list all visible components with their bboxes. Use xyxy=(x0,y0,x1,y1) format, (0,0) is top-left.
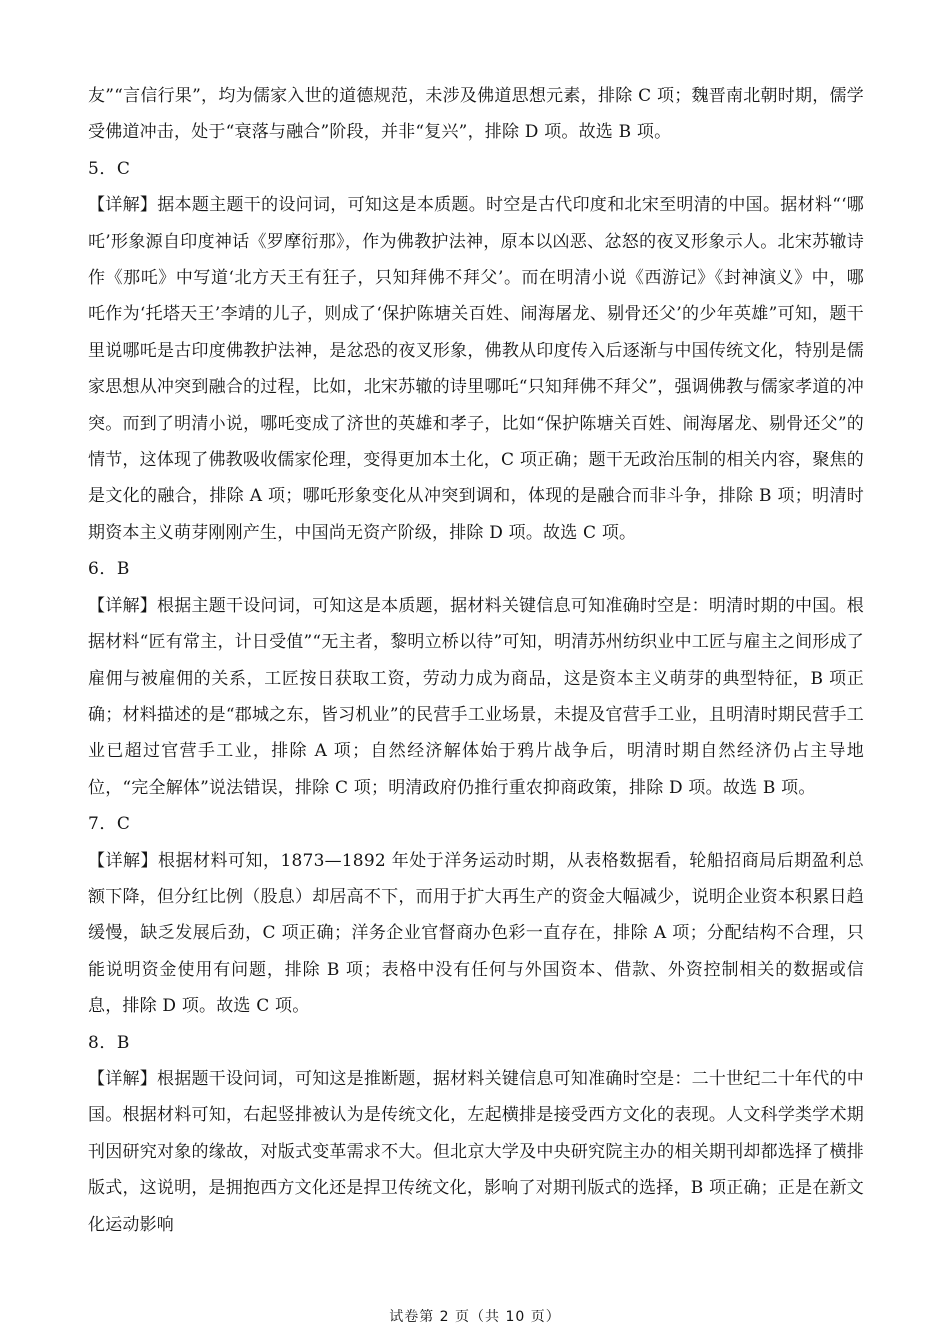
page-footer: 试卷第 2 页（共 10 页） xyxy=(389,1309,561,1325)
question-8-answer: 8．B xyxy=(88,1032,130,1053)
question-6-answer: 6．B xyxy=(88,559,130,580)
question-8-explanation: 【详解】根据题干设问词，可知这是推断题，据材料关键信息可知准确时空是：二十世纪二十年代的中国。根据材料可知，右起竖排被认为是传统文化，左起横排是接受西方文化的表现。人文科学类学术期刊因研究对象的缘故，对版式变革需求不大。但北京大学及中央研究院主办的相关期刊却都选择了横排版式，这说明，是拥抱西方文化还是捍卫传统文化，影响了对期刊版式的选择，B 项正确；正是在新文化运动影响 xyxy=(88,1068,864,1235)
question-5-explanation: 【详解】据本题主题干的设问词，可知这是本质题。时空是古代印度和北宋至明清的中国。据材料“‘哪吒’形象源自印度神话《罗摩衍那》，作为佛教护法神，原本以凶恶、忿怒的夜叉形象示人。北宋苏辙诗作《那吒》中写道‘北方天王有狂子，只知拜佛不拜父’。而在明清小说《西游记》《封神演义》中，哪吒作为‘托塔天王’李靖的儿子，则成了‘保护陈塘关百姓、闹海屠龙、剔骨还父’的少年英雄”可知，题干里说哪吒是古印度佛教护法神，是忿恐的夜叉形象，佛教从印度传入后逐渐与中国传统文化，特别是儒家思想从冲突到融合的过程，比如，北宋苏辙的诗里哪吒“只知拜佛不拜父”，强调佛教与儒家孝道的冲突。而到了明清小说，哪吒变成了济世的英雄和孝子，比如“保护陈塘关百姓、闹海屠龙、剔骨还父”的情节，这体现了佛教吸收儒家伦理，变得更加本土化，C 项正确；题干无政治压制的相关内容，聚焦的是文化的融合，排除 A 项；哪吒形象变化从冲突到调和，体现的是融合而非斗争，排除 B 项；明清时期资本主义萌芽刚刚产生，中国尚无资产阶级，排除 D 项。故选 C 项。 xyxy=(88,195,864,543)
question-7-answer: 7．C xyxy=(88,814,131,835)
question-7-explanation: 【详解】根据材料可知，1873—1892 年处于洋务运动时期，从表格数据看，轮船招商局后期盈利总额下降，但分红比例（股息）却居高不下，而用于扩大再生产的资金大幅减少，说明企业资本积累日趋缓慢，缺乏发展后劲，C 项正确；洋务企业官督商办色彩一直存在，排除 A 项；分配结构不合理，只能说明资金使用有问题，排除 B 项；表格中没有任何与外国资本、借款、外资控制相关的数据或信息，排除 D 项。故选 C 项。 xyxy=(88,850,864,1017)
answer-page xyxy=(88,78,864,1243)
question-5-answer: 5．C xyxy=(88,158,131,179)
continuation-paragraph: 友”“言信行果”，均为儒家入世的道德规范，未涉及佛道思想元素，排除 C 项；魏晋南北朝时期，儒学受佛道冲击，处于“衰落与融合”阶段，并非“复兴”，排除 D 项。故选 B 项。 xyxy=(88,86,864,143)
question-6-explanation: 【详解】根据主题干设问词，可知这是本质题，据材料关键信息可知准确时空是：明清时期的中国。根据材料“匠有常主，计日受值”“无主者，黎明立桥以待”可知，明清苏州纺织业中工匠与雇主之间形成了雇佣与被雇佣的关系，工匠按日获取工资，劳动力成为商品，这是资本主义萌芽的典型特征，B 项正确；材料描述的是“郡城之东，皆习机业”的民营手工业场景，未提及官营手工业，且明清时期民营手工业已超过官营手工业，排除 A 项；自然经济解体始于鸦片战争后，明清时期自然经济仍占主导地位，“完全解体”说法错误，排除 C 项；明清政府仍推行重农抑商政策，排除 D 项。故选 B 项。 xyxy=(88,595,864,798)
